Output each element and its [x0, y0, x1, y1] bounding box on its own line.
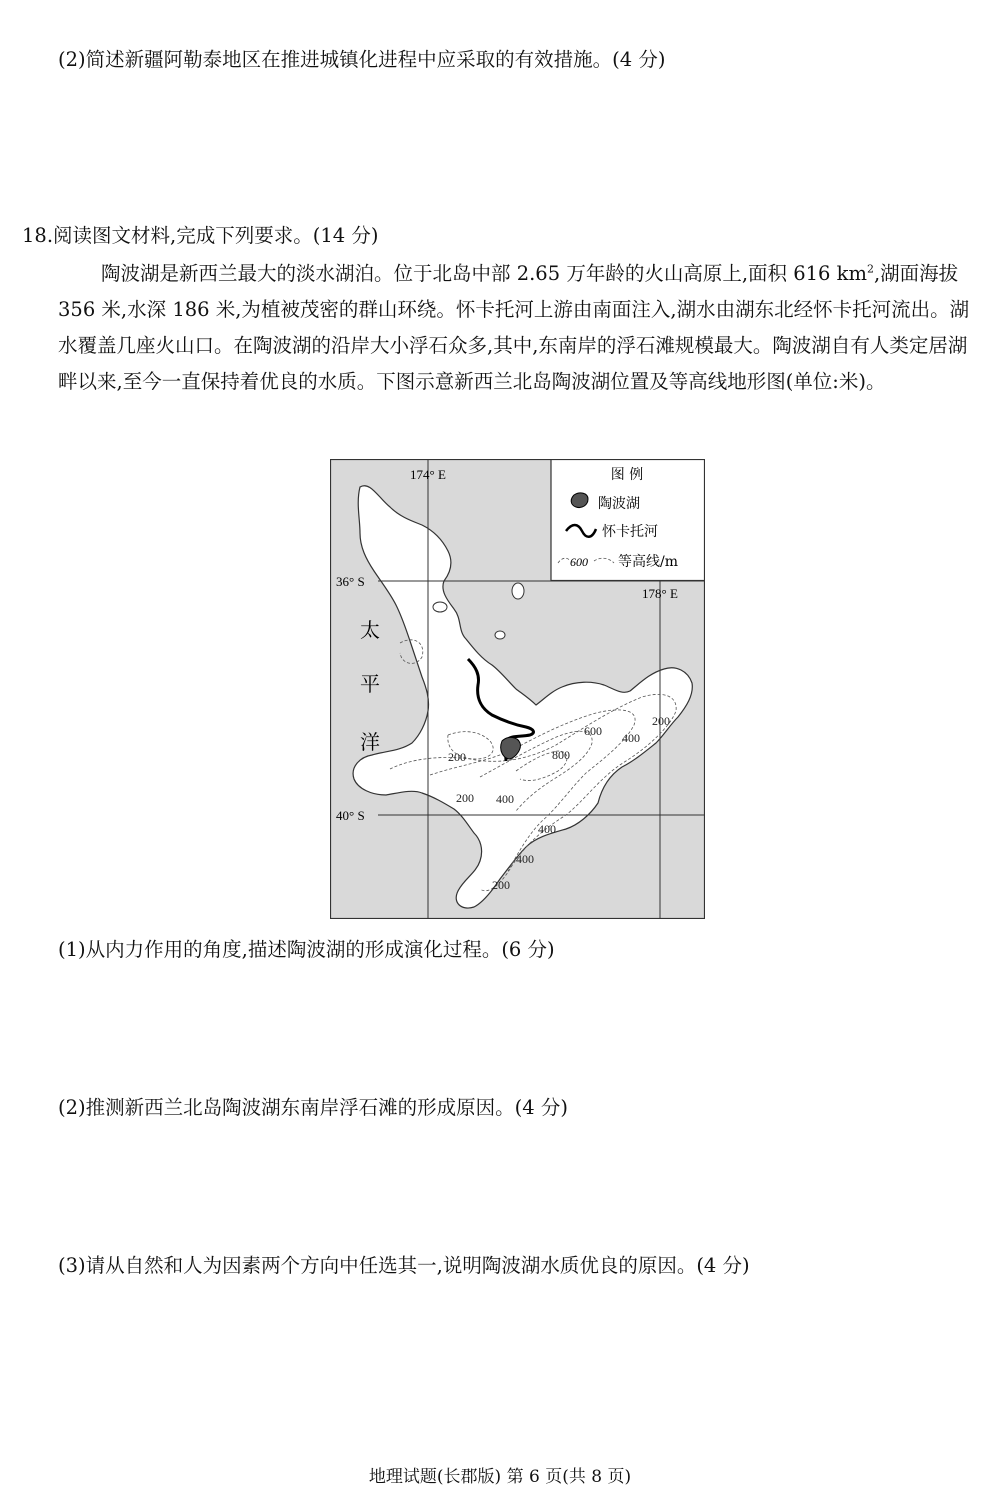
lon-label-174e: 174° E — [410, 467, 446, 482]
ocean-label-char: 平 — [360, 672, 380, 696]
contour-label: 400 — [516, 852, 534, 866]
legend-contour-sample: 600 — [570, 555, 588, 569]
contour-label: 200 — [448, 750, 466, 764]
legend-lake-label: 陶波湖 — [598, 496, 640, 512]
passage-text-a: 陶波湖是新西兰最大的淡水湖泊。位于北岛中部 2.65 万年龄的火山高原上,面积 616 km — [101, 262, 867, 285]
q18-subquestion-1: (1)从内力作用的角度,描述陶波湖的形成演化过程。(6 分) — [58, 938, 555, 961]
legend-title: 图 例 — [610, 467, 644, 483]
ocean-label-char: 洋 — [360, 730, 380, 754]
page-footer: 地理试题(长郡版) 第 6 页(共 8 页) — [368, 1467, 632, 1487]
contour-label: 200 — [652, 714, 670, 728]
small-island — [512, 583, 524, 599]
legend-contour-label: 等高线/m — [618, 554, 678, 570]
q18-subquestion-3: (3)请从自然和人为因素两个方向中任选其一,说明陶波湖水质优良的原因。(4 分) — [58, 1254, 750, 1277]
passage-text-b: ,湖面海拔 356 米,水深 186 米,为植被茂密的群山环绕。怀卡托河上游由南面注入,湖水由湖东北经怀卡托河流出。湖水覆盖几座火山口。在陶波湖的沿岸大小浮石众多,其中,东南岸的浮石滩规模最大。陶波湖自有人类定居湖畔以来,至今一直保持着优良的水质。下图示意新西兰北岛陶波湖位置及等高线地形图(单位:米)。 — [58, 262, 970, 393]
lat-label-36s: 36° S — [336, 574, 365, 589]
map-legend — [551, 460, 705, 581]
q18-passage — [58, 256, 982, 400]
small-island — [495, 631, 505, 639]
taupo-location-contour-map — [330, 459, 705, 919]
q18-heading: 18.阅读图文材料,完成下列要求。(14 分) — [22, 224, 379, 247]
ocean-label-char: 太 — [360, 618, 380, 642]
contour-label: 400 — [538, 822, 556, 836]
contour-label: 800 — [552, 748, 570, 762]
legend-lake-icon — [571, 493, 588, 508]
contour-label: 600 — [584, 724, 602, 738]
lat-label-40s: 40° S — [336, 808, 365, 823]
passage-superscript: 2 — [866, 262, 874, 276]
contour-label: 400 — [622, 731, 640, 745]
lon-label-178e: 178° E — [642, 586, 678, 601]
legend-river-label: 怀卡托河 — [602, 524, 658, 540]
small-island — [433, 602, 447, 612]
q17-subquestion-2: (2)简述新疆阿勒泰地区在推进城镇化进程中应采取的有效措施。(4 分) — [58, 48, 666, 71]
q18-subquestion-2: (2)推测新西兰北岛陶波湖东南岸浮石滩的形成原因。(4 分) — [58, 1096, 568, 1119]
contour-label: 200 — [492, 878, 510, 892]
contour-label: 400 — [496, 792, 514, 806]
contour-label: 200 — [456, 791, 474, 805]
